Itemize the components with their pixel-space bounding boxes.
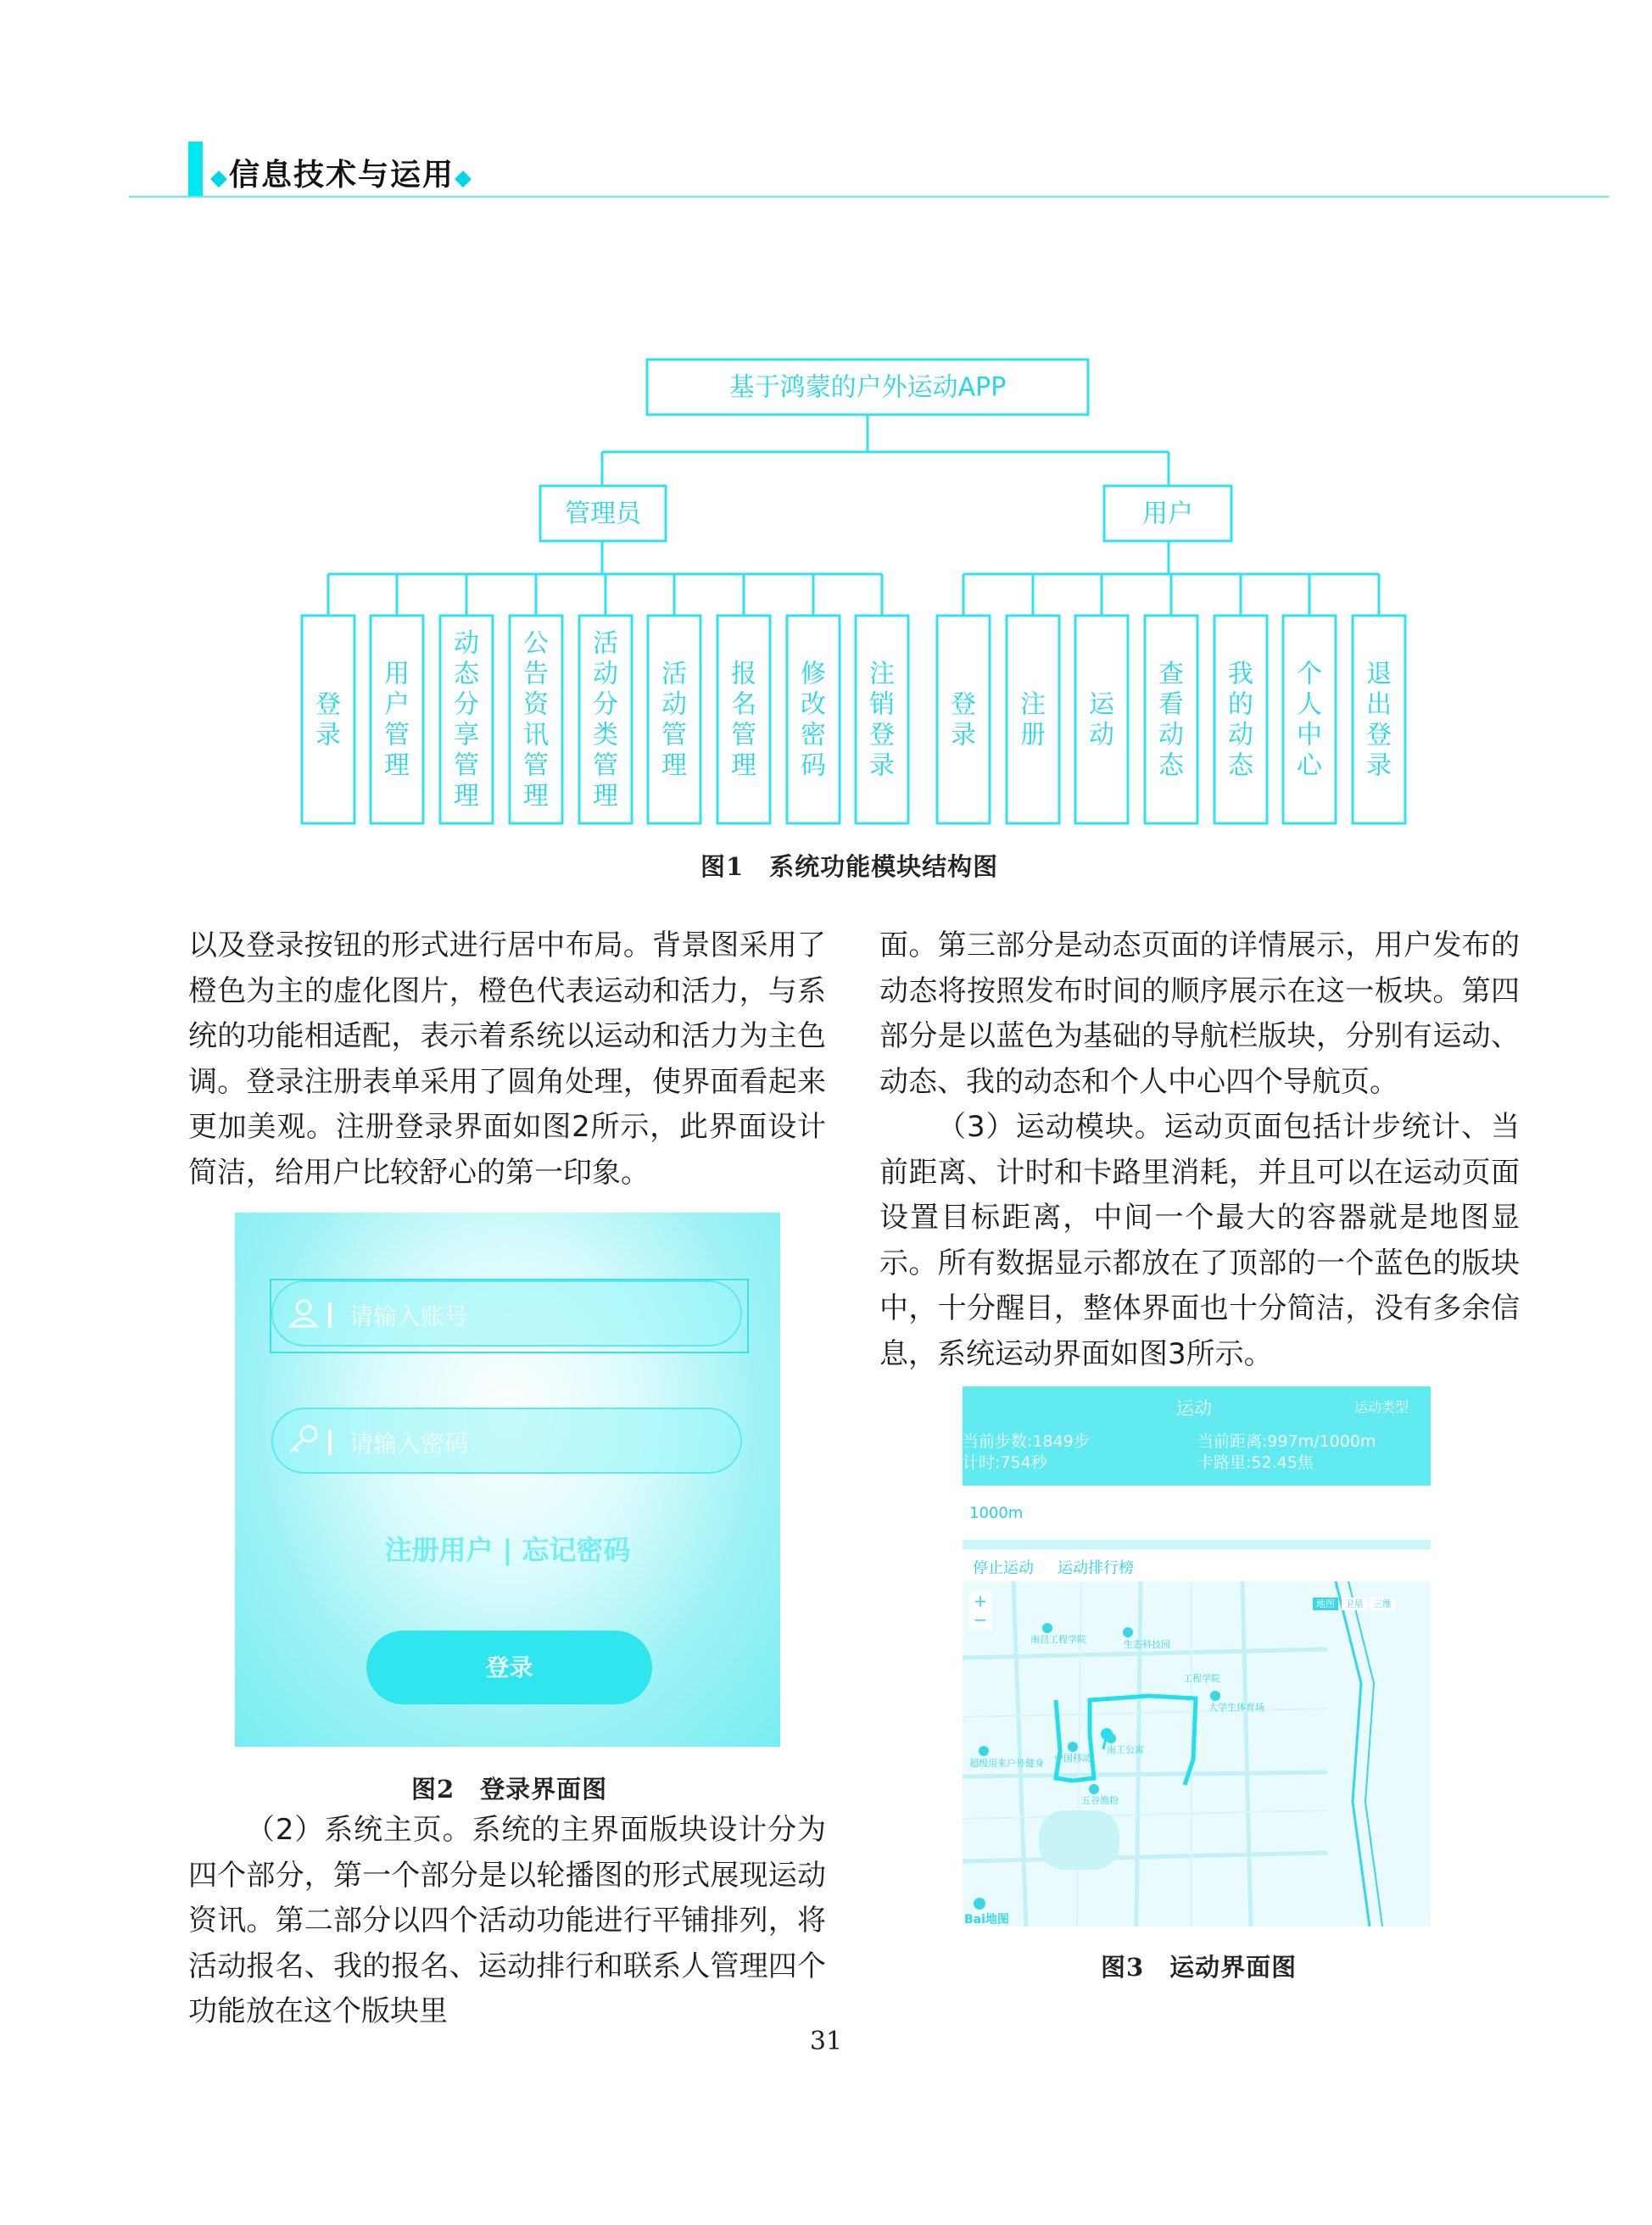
action-bar bbox=[963, 1549, 1431, 1581]
admin-module-4-label: 公 bbox=[523, 628, 549, 659]
user-module-2-label: 册 bbox=[1020, 720, 1046, 750]
map-roads bbox=[963, 1581, 1327, 1927]
login-button[interactable]: 登录 bbox=[366, 1631, 652, 1704]
admin-module-4-label: 讯 bbox=[523, 720, 549, 750]
user-module-6-label: 中 bbox=[1297, 720, 1322, 750]
admin-module-4-label: 告 bbox=[523, 659, 549, 689]
register-forgot-links[interactable]: 注册用户 | 忘记密码 bbox=[384, 1534, 631, 1566]
route-track bbox=[1056, 1696, 1196, 1785]
map-type-satellite[interactable]: 卫星 bbox=[1342, 1598, 1367, 1610]
zoom-out-button[interactable]: − bbox=[973, 1609, 988, 1630]
admin-module-8-label: 码 bbox=[801, 750, 826, 781]
user-module-2 bbox=[1007, 616, 1059, 823]
figure1-module-diagram bbox=[0, 0, 1652, 848]
river-bank bbox=[1348, 1581, 1382, 1927]
stats-panel bbox=[963, 1386, 1431, 1486]
admin-module-1-label: 录 bbox=[315, 720, 341, 750]
map-place-label: 中国移动 bbox=[1054, 1753, 1091, 1764]
key-icon bbox=[285, 1423, 322, 1460]
user-module-2-label: 注 bbox=[1020, 689, 1046, 720]
admin-module-5-label: 理 bbox=[593, 781, 618, 811]
admin-module-6-label: 活 bbox=[661, 659, 687, 689]
admin-module-8-label: 修 bbox=[801, 659, 826, 689]
account-input[interactable] bbox=[271, 1280, 742, 1347]
goal-divider bbox=[963, 1540, 1431, 1549]
admin-module-9-label: 销 bbox=[869, 689, 895, 720]
zoom-controls bbox=[969, 1592, 991, 1629]
map-type-3d[interactable]: 三维 bbox=[1370, 1598, 1395, 1610]
admin-module-5-label: 类 bbox=[593, 720, 618, 750]
steps-readout: 当前步数:1849步 bbox=[963, 1432, 1090, 1451]
admin-module-1 bbox=[302, 616, 354, 823]
admin-module-2-label: 用 bbox=[384, 659, 410, 689]
zoom-in-button[interactable]: + bbox=[973, 1591, 988, 1611]
user-module-6 bbox=[1283, 616, 1336, 823]
map-place-label: 大学生体育场 bbox=[1208, 1702, 1264, 1713]
left-paragraph-1: 以及登录按钮的形式进行居中布局。背景图采用了橙色为主的虚化图片，橙色代表运动和活力，与系统的功能相适配，表示着系统以运动和活力为主色调。登录注册表单采用了圆角处理，使界面看起来更加美观。注册登录界面如图2所示，此界面设计简洁，给用户比较舒心的第一印象。 bbox=[188, 928, 826, 1190]
admin-module-6-label: 动 bbox=[661, 689, 687, 720]
map-type-map[interactable]: 地图 bbox=[1313, 1598, 1338, 1610]
user-module-4-label: 态 bbox=[1158, 750, 1184, 781]
admin-module-2-label: 管 bbox=[384, 720, 410, 750]
root-node bbox=[647, 360, 1088, 415]
user-node-label: 用户 bbox=[1142, 499, 1193, 529]
user-module-1-label: 登 bbox=[951, 689, 976, 720]
cursor-bar bbox=[328, 1302, 332, 1328]
user-module-6-label: 个 bbox=[1297, 659, 1322, 689]
admin-module-5-label: 活 bbox=[593, 628, 618, 659]
user-module-5-label: 的 bbox=[1228, 689, 1253, 720]
map-place-label: 五谷渔粉 bbox=[1081, 1795, 1119, 1806]
user-module-4-label: 动 bbox=[1158, 720, 1184, 750]
admin-module-7-label: 名 bbox=[731, 689, 756, 720]
map-place-label: 超级用来户外健身 bbox=[969, 1758, 1044, 1769]
figure3-caption: 图3 运动界面图 bbox=[1101, 1953, 1298, 1982]
goal-value: 1000m bbox=[969, 1504, 1024, 1522]
map-place-label: 南工公寓 bbox=[1107, 1744, 1144, 1755]
admin-module-3-label: 理 bbox=[454, 781, 479, 811]
admin-module-9-label: 录 bbox=[869, 750, 895, 781]
right-paragraph-1: 面。第三部分是动态页面的详情展示，用户发布的动态将按照发布时间的顺序展示在这一板块。第四部分是以蓝色为基础的导航栏版块，分别有运动、动态、我的动态和个人中心四个导航页。 bbox=[879, 928, 1520, 1099]
admin-module-7-label: 管 bbox=[731, 720, 756, 750]
user-module-3-label: 动 bbox=[1089, 720, 1114, 750]
time-readout: 计时:754秒 bbox=[963, 1453, 1047, 1472]
figure2-caption: 图2 登录界面图 bbox=[411, 1775, 608, 1804]
admin-module-2 bbox=[371, 616, 423, 823]
admin-module-4-label: 管 bbox=[523, 750, 549, 781]
admin-module-9-label: 注 bbox=[869, 659, 895, 689]
screen-title: 运动 bbox=[1176, 1398, 1212, 1419]
admin-module-8 bbox=[787, 616, 840, 823]
distance-readout: 当前距离:997m/1000m bbox=[1197, 1432, 1376, 1451]
user-module-5 bbox=[1214, 616, 1267, 823]
user-module-5-label: 我 bbox=[1228, 659, 1253, 689]
figure1-caption: 图1 系统功能模块结构图 bbox=[700, 852, 999, 881]
admin-module-8-label: 改 bbox=[801, 689, 826, 720]
user-module-7-label: 退 bbox=[1366, 659, 1392, 689]
admin-module-2-label: 户 bbox=[384, 689, 410, 720]
admin-module-7 bbox=[717, 616, 770, 823]
right-paragraph-2: （3）运动模块。运动页面包括计步统计、当前距离、计时和卡路里消耗，并且可以在运动页面设置目标距离，中间一个最大的容器就是地图显示。所有数据显示都放在了顶部的一个蓝色的版块中，十分醒目，整体界面也十分简洁，没有多余信息，系统运动界面如图3所示。 bbox=[879, 1110, 1520, 1371]
stop-sport-button[interactable]: 停止运动 bbox=[973, 1559, 1034, 1577]
user-module-7-label: 录 bbox=[1366, 750, 1392, 781]
diamond-icon: ◆ bbox=[455, 165, 474, 191]
admin-module-8-label: 密 bbox=[801, 720, 826, 750]
baidu-map-logo: Bai地图 bbox=[964, 1913, 1009, 1927]
figure2-login-screen bbox=[235, 1213, 780, 1747]
admin-module-1-label: 登 bbox=[315, 689, 341, 720]
admin-module-6 bbox=[648, 616, 700, 823]
admin-module-3 bbox=[440, 616, 493, 823]
admin-module-3-label: 态 bbox=[454, 659, 479, 689]
user-module-6-label: 心 bbox=[1297, 750, 1322, 781]
page-number: 31 bbox=[809, 2027, 843, 2056]
admin-module-5-label: 动 bbox=[593, 659, 618, 689]
left-paragraph-2: （2）系统主页。系统的主界面版块设计分为四个部分，第一个部分是以轮播图的形式展现运动资讯。第二部分以四个活动功能进行平铺排列，将活动报名、我的报名、运动排行和联系人管理四个功能放在这个版块里 bbox=[188, 1813, 826, 2028]
admin-module-3-label: 管 bbox=[454, 750, 479, 781]
admin-module-6-label: 理 bbox=[661, 750, 687, 781]
map-canvas bbox=[963, 1581, 1431, 1927]
admin-module-2-label: 理 bbox=[384, 750, 410, 781]
user-module-7-label: 出 bbox=[1366, 689, 1392, 720]
goal-distance-field[interactable] bbox=[963, 1486, 1431, 1549]
admin-module-5-label: 分 bbox=[593, 689, 618, 720]
admin-module-3-label: 享 bbox=[454, 720, 479, 750]
user-module-3 bbox=[1075, 616, 1128, 823]
user-module-5-label: 态 bbox=[1228, 750, 1253, 781]
ranking-button[interactable]: 运动排行榜 bbox=[1058, 1559, 1134, 1577]
password-input[interactable] bbox=[271, 1408, 742, 1474]
admin-module-7-label: 报 bbox=[731, 659, 756, 689]
admin-module-6-label: 管 bbox=[661, 720, 687, 750]
user-icon bbox=[285, 1296, 322, 1333]
user-node bbox=[1104, 486, 1231, 541]
user-module-7 bbox=[1353, 616, 1405, 823]
admin-module-3-label: 动 bbox=[454, 628, 479, 659]
user-module-1-label: 录 bbox=[951, 720, 976, 750]
admin-node-label: 管理员 bbox=[565, 499, 641, 529]
user-module-4-label: 看 bbox=[1158, 689, 1184, 720]
admin-module-4 bbox=[510, 616, 562, 823]
root-node-label: 基于鸿蒙的户外运动APP bbox=[728, 372, 1007, 403]
map-place-labels bbox=[969, 1633, 1264, 1806]
calorie-readout: 卡路里:52.45焦 bbox=[1197, 1453, 1314, 1472]
admin-module-5-label: 管 bbox=[593, 750, 618, 781]
admin-module-4-label: 理 bbox=[523, 781, 549, 811]
user-module-1 bbox=[937, 616, 990, 823]
cursor-bar bbox=[328, 1430, 332, 1455]
map-place-label: 生态科技园 bbox=[1124, 1639, 1170, 1650]
campus-green bbox=[1039, 1810, 1119, 1870]
diamond-icon: ◆ bbox=[210, 165, 229, 191]
figure3-sport-screen bbox=[963, 1386, 1431, 1927]
journal-title: 信息技术与运用 bbox=[229, 158, 455, 192]
user-module-6-label: 人 bbox=[1297, 689, 1322, 720]
user-module-7-label: 登 bbox=[1366, 720, 1392, 750]
admin-module-4-label: 资 bbox=[523, 689, 549, 720]
map-view[interactable] bbox=[963, 1581, 1431, 1927]
admin-module-9 bbox=[856, 616, 908, 823]
admin-node bbox=[540, 486, 666, 541]
admin-module-9-label: 登 bbox=[869, 720, 895, 750]
river-line bbox=[1336, 1581, 1370, 1927]
map-place-label: 南昌工程学院 bbox=[1030, 1634, 1086, 1645]
sport-type-link[interactable]: 运动类型 bbox=[1354, 1399, 1409, 1415]
user-module-5-label: 动 bbox=[1228, 720, 1253, 750]
user-module-4-label: 查 bbox=[1158, 659, 1184, 689]
map-place-label: 工程学院 bbox=[1183, 1673, 1220, 1684]
user-module-3-label: 运 bbox=[1089, 689, 1114, 720]
account-placeholder: 请输入账号 bbox=[349, 1302, 469, 1330]
password-placeholder: 请输入密码 bbox=[349, 1430, 469, 1458]
user-module-4 bbox=[1145, 616, 1197, 823]
admin-module-5 bbox=[579, 616, 632, 823]
admin-module-7-label: 理 bbox=[731, 750, 756, 781]
admin-module-3-label: 分 bbox=[454, 689, 479, 720]
map-type-switch bbox=[1313, 1597, 1395, 1610]
